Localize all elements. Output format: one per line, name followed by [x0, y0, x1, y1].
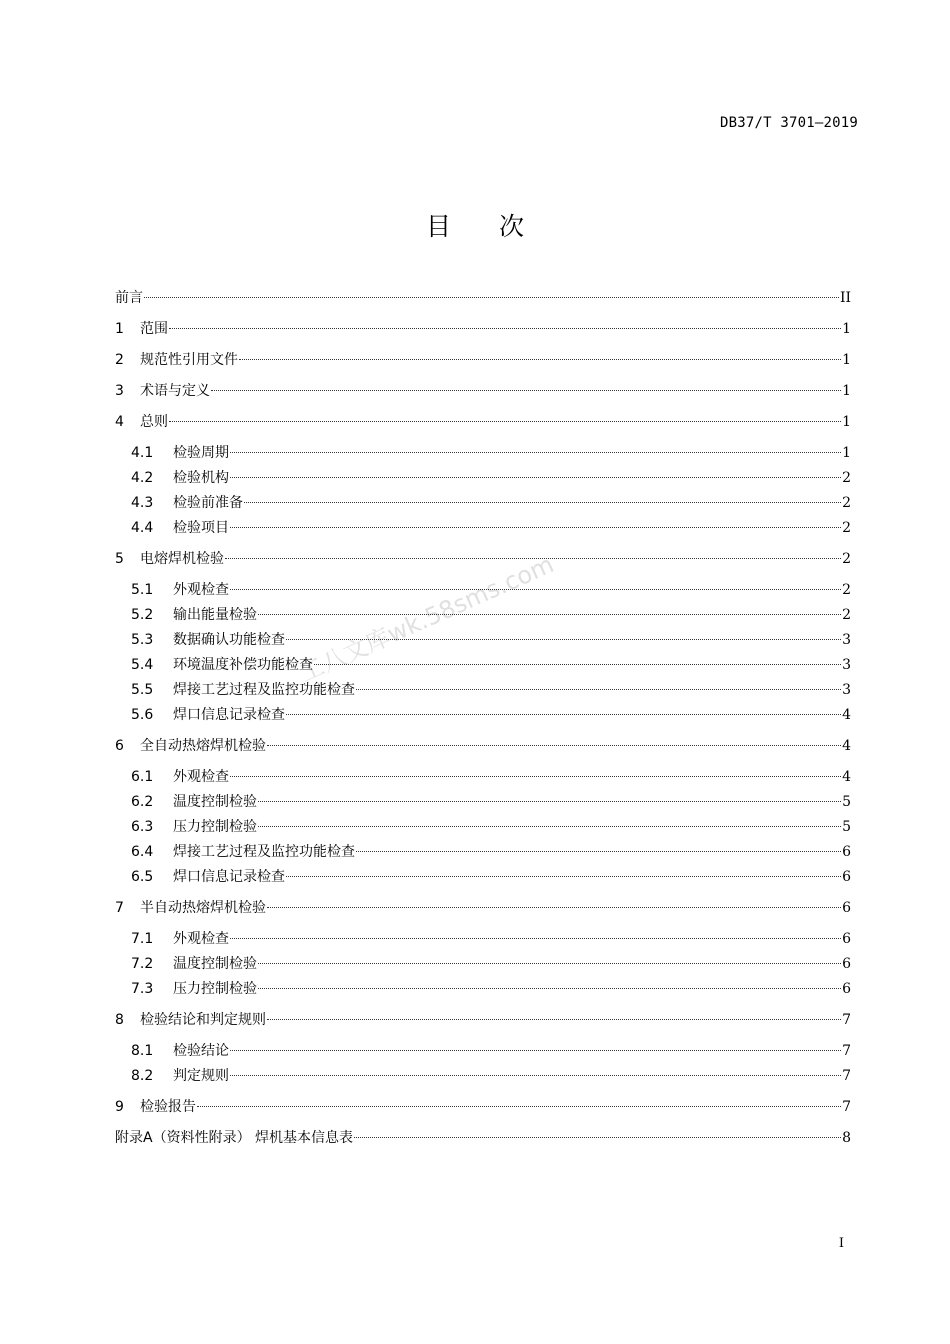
toc-entry-number: 5 — [115, 551, 124, 567]
toc-dot-leader — [230, 1050, 841, 1051]
watermark: 工八文库wk.58sms.com — [295, 550, 558, 688]
toc-entry[interactable] — [115, 412, 851, 432]
toc-entry-title: 检验结论 — [173, 1043, 229, 1059]
toc-entry-page: 6 — [842, 900, 851, 916]
toc-entry-page: 4 — [842, 707, 851, 723]
toc-entry-page: 7 — [842, 1043, 851, 1059]
toc-entry-number: 6.3 — [131, 819, 154, 835]
toc-entry-page: 7 — [842, 1012, 851, 1028]
toc-entry-page: 3 — [842, 632, 851, 648]
toc-entry[interactable] — [131, 817, 851, 837]
toc-entry-page: 3 — [842, 682, 851, 698]
toc-entry-title: 术语与定义 — [140, 383, 210, 399]
toc-entry-title: 全自动热熔焊机检验 — [140, 738, 266, 754]
toc-entry-title: 压力控制检验 — [173, 819, 257, 835]
toc-entry-title: 焊口信息记录检查 — [173, 707, 285, 723]
toc-entry-title: 温度控制检验 — [173, 956, 257, 972]
toc-entry[interactable] — [115, 549, 851, 569]
toc-entry-title: 判定规则 — [173, 1068, 229, 1084]
toc-entry[interactable] — [131, 929, 851, 949]
toc-dot-leader — [258, 614, 841, 615]
toc-entry-number: 7.1 — [131, 931, 154, 947]
toc-entry[interactable] — [131, 867, 851, 887]
toc-entry-title: 焊口信息记录检查 — [173, 869, 285, 885]
toc-entry-number: 1 — [115, 321, 124, 337]
toc-entry-title: 检验项目 — [173, 520, 229, 536]
toc-dot-leader — [230, 776, 841, 777]
toc-entry-number: 5.2 — [131, 607, 154, 623]
toc-entry-number: 5.4 — [131, 657, 154, 673]
toc-entry[interactable] — [115, 319, 851, 339]
toc-dot-leader — [211, 390, 841, 391]
toc-entry[interactable] — [115, 736, 851, 756]
toc-entry-page: 4 — [842, 738, 851, 754]
toc-dot-leader — [354, 1137, 841, 1138]
toc-entry[interactable] — [131, 468, 851, 488]
toc-dot-leader — [258, 963, 841, 964]
toc-entry-page: 3 — [842, 657, 851, 673]
toc-entry-number: 7 — [115, 900, 124, 916]
toc-dot-leader — [225, 558, 841, 559]
toc-entry-number: 9 — [115, 1099, 124, 1115]
toc-dot-leader — [356, 689, 841, 690]
toc-dot-leader — [356, 851, 841, 852]
toc-entry[interactable] — [131, 979, 851, 999]
toc-dot-leader — [144, 297, 839, 298]
toc-dot-leader — [314, 664, 841, 665]
toc-dot-leader — [267, 907, 841, 908]
toc-dot-leader — [258, 988, 841, 989]
toc-entry-number: 7.2 — [131, 956, 154, 972]
toc-dot-leader — [239, 359, 841, 360]
toc-entry-page: 1 — [842, 383, 851, 399]
toc-dot-leader — [286, 639, 841, 640]
toc-entry-number: 7.3 — [131, 981, 154, 997]
toc-entry-page: 4 — [842, 769, 851, 785]
toc-entry-page: 2 — [842, 607, 851, 623]
toc-entry-number: 8 — [115, 1012, 124, 1028]
toc-entry-page: 1 — [842, 321, 851, 337]
toc-entry-title: 范围 — [140, 321, 168, 337]
toc-entry-page: 8 — [842, 1130, 851, 1146]
toc-dot-leader — [230, 477, 841, 478]
toc-entry[interactable] — [115, 381, 851, 401]
toc-entry-title: 总则 — [140, 414, 168, 430]
toc-dot-leader — [169, 421, 841, 422]
toc-entry[interactable] — [115, 350, 851, 370]
toc-entry[interactable] — [131, 767, 851, 787]
toc-dot-leader — [230, 527, 841, 528]
toc-entry[interactable] — [131, 655, 851, 675]
toc-entry[interactable] — [115, 1097, 851, 1117]
toc-dot-leader — [230, 589, 841, 590]
toc-entry[interactable] — [131, 842, 851, 862]
toc-entry-number: 6 — [115, 738, 124, 754]
toc-entry-page: II — [839, 290, 851, 306]
toc-entry[interactable] — [131, 605, 851, 625]
toc-entry-title: 检验报告 — [140, 1099, 196, 1115]
toc-entry-number: 8.2 — [131, 1068, 154, 1084]
toc-entry-number: 6.5 — [131, 869, 154, 885]
toc-entry-number: 6.1 — [131, 769, 154, 785]
toc-entry[interactable] — [131, 954, 851, 974]
toc-entry-page: 6 — [842, 869, 851, 885]
toc-entry[interactable] — [131, 792, 851, 812]
toc-entry-page: 6 — [842, 981, 851, 997]
toc-entry-title: 检验前准备 — [173, 495, 243, 511]
toc-entry-number: 3 — [115, 383, 124, 399]
toc-entry-number: 4.4 — [131, 520, 154, 536]
toc-entry-title: 检验机构 — [173, 470, 229, 486]
toc-entry-page: 1 — [842, 445, 851, 461]
toc-dot-leader — [230, 1075, 841, 1076]
toc-entry-number: 5.1 — [131, 582, 154, 598]
toc-dot-leader — [197, 1106, 841, 1107]
toc-entry-number: 8.1 — [131, 1043, 154, 1059]
toc-dot-leader — [169, 328, 841, 329]
toc-entry-number: 4.2 — [131, 470, 154, 486]
toc-entry-title: 电熔焊机检验 — [140, 551, 224, 567]
toc-entry[interactable] — [115, 1010, 851, 1030]
toc-entry-number: 5.6 — [131, 707, 154, 723]
toc-entry-title: 焊接工艺过程及监控功能检查 — [173, 844, 355, 860]
toc-entry-page: 5 — [842, 794, 851, 810]
document-code: DB37/T 3701—2019 — [719, 115, 858, 131]
toc-dot-leader — [258, 826, 841, 827]
toc-entry-title: 附录A（资料性附录） 焊机基本信息表 — [115, 1130, 354, 1146]
toc-entry[interactable] — [131, 1066, 851, 1086]
toc-entry-number: 5.5 — [131, 682, 154, 698]
toc-entry-title: 检验周期 — [173, 445, 229, 461]
toc-entry-title: 温度控制检验 — [173, 794, 257, 810]
toc-entry-number: 5.3 — [131, 632, 154, 648]
toc-entry-title: 输出能量检验 — [173, 607, 257, 623]
toc-entry-title: 前言 — [115, 290, 143, 306]
toc-entry-page: 6 — [842, 931, 851, 947]
toc-entry[interactable] — [131, 630, 851, 650]
toc-entry-title: 外观检查 — [173, 769, 229, 785]
toc-entry[interactable] — [131, 705, 851, 725]
toc-entry-page: 6 — [842, 956, 851, 972]
toc-entry-page: 2 — [842, 495, 851, 511]
toc-entry-number: 6.4 — [131, 844, 154, 860]
toc-entry-title: 规范性引用文件 — [140, 352, 238, 368]
toc-entry-page: 1 — [842, 414, 851, 430]
toc-entry-number: 6.2 — [131, 794, 154, 810]
toc-entry[interactable] — [115, 288, 851, 308]
toc-entry-title: 环境温度补偿功能检查 — [173, 657, 313, 673]
toc-entry-page: 1 — [842, 352, 851, 368]
toc-entry-page: 5 — [842, 819, 851, 835]
toc-entry-title: 外观检查 — [173, 582, 229, 598]
toc-entry[interactable] — [115, 1128, 851, 1148]
toc-dot-leader — [258, 801, 841, 802]
toc-entry[interactable] — [115, 898, 851, 918]
toc-entry-title: 检验结论和判定规则 — [140, 1012, 266, 1028]
toc-entry[interactable] — [131, 518, 851, 538]
toc-entry-page: 2 — [842, 551, 851, 567]
toc-dot-leader — [230, 452, 841, 453]
toc-entry-title: 外观检查 — [173, 931, 229, 947]
toc-entry-title: 焊接工艺过程及监控功能检查 — [173, 682, 355, 698]
toc-entry[interactable] — [131, 1041, 851, 1061]
toc-entry-title: 数据确认功能检查 — [173, 632, 285, 648]
toc-dot-leader — [244, 502, 841, 503]
toc-entry-page: 7 — [842, 1068, 851, 1084]
toc-entry[interactable] — [131, 443, 851, 463]
toc-entry-number: 2 — [115, 352, 124, 368]
page-number: I — [838, 1236, 844, 1251]
toc-dot-leader — [267, 1019, 841, 1020]
toc-entry[interactable] — [131, 493, 851, 513]
toc-entry-number: 4 — [115, 414, 124, 430]
toc-entry-page: 2 — [842, 582, 851, 598]
toc-entry[interactable] — [131, 580, 851, 600]
toc-entry-page: 6 — [842, 844, 851, 860]
toc-dot-leader — [286, 714, 841, 715]
toc-entry-page: 7 — [842, 1099, 851, 1115]
toc-entry[interactable] — [131, 680, 851, 700]
toc-dot-leader — [230, 938, 841, 939]
toc-entry-number: 4.3 — [131, 495, 154, 511]
toc-dot-leader — [286, 876, 841, 877]
toc-entry-page: 2 — [842, 520, 851, 536]
toc-entry-page: 2 — [842, 470, 851, 486]
toc-dot-leader — [267, 745, 841, 746]
toc-entry-title: 压力控制检验 — [173, 981, 257, 997]
toc-entry-title: 半自动热熔焊机检验 — [140, 900, 266, 916]
page-title: 目次 — [425, 212, 572, 241]
toc-entry-number: 4.1 — [131, 445, 154, 461]
